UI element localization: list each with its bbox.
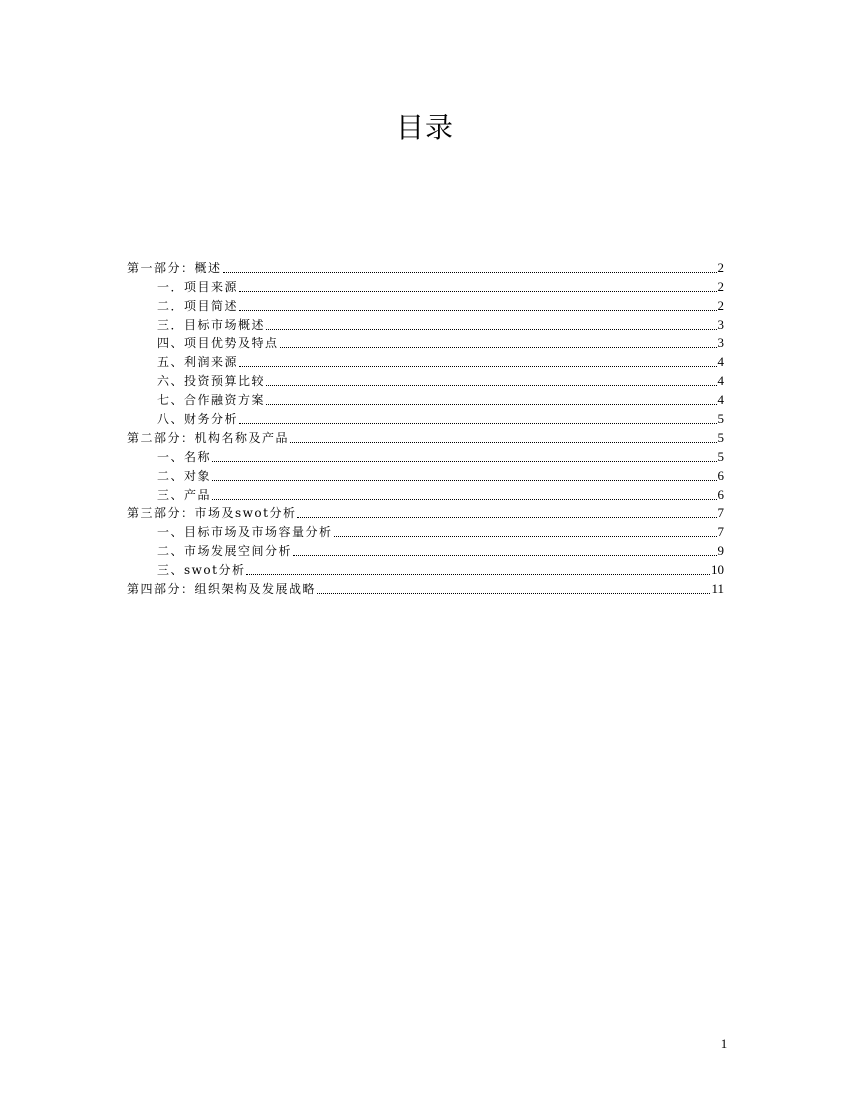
toc-dot-leader bbox=[293, 555, 716, 556]
toc-entry-label: 二、对象 bbox=[157, 468, 212, 483]
toc-entry[interactable] bbox=[127, 257, 724, 276]
toc-entry[interactable] bbox=[127, 446, 724, 465]
toc-entry-label: 五、利润来源 bbox=[157, 355, 239, 370]
toc-entry[interactable] bbox=[127, 540, 724, 559]
toc-entry-label: 八、财务分析 bbox=[157, 412, 239, 427]
toc-entry-label: 第一部分：概述 bbox=[127, 260, 222, 275]
toc-dot-leader bbox=[212, 499, 716, 500]
page-title: 目录 bbox=[395, 111, 454, 144]
toc-entry-page-number: 7 bbox=[717, 524, 724, 540]
toc-entry-page-number: 3 bbox=[717, 335, 724, 351]
toc-entry[interactable] bbox=[127, 427, 724, 446]
toc-entry-label: 二、市场发展空间分析 bbox=[157, 544, 293, 559]
toc-dot-leader bbox=[317, 593, 710, 594]
toc-entry-label: 七、合作融资方案 bbox=[157, 393, 266, 408]
toc-entry[interactable] bbox=[127, 351, 724, 370]
toc-entry-label: 三、swot分析 bbox=[157, 563, 246, 578]
toc-entry[interactable] bbox=[127, 314, 724, 333]
toc-entry-page-number: 4 bbox=[717, 373, 724, 389]
toc-entry-page-number: 11 bbox=[711, 581, 724, 597]
toc-entry-label: 第四部分：组织架构及发展战略 bbox=[127, 582, 317, 597]
toc-dot-leader bbox=[266, 385, 716, 386]
toc-dot-leader bbox=[239, 291, 716, 292]
toc-entry-page-number: 5 bbox=[717, 411, 724, 427]
toc-entry-label: 一、名称 bbox=[157, 449, 212, 464]
toc-entry-page-number: 4 bbox=[717, 354, 724, 370]
toc-entry-page-number: 5 bbox=[717, 429, 724, 445]
toc-entry-page-number: 2 bbox=[717, 278, 724, 294]
toc-entry-label: 一．项目来源 bbox=[157, 279, 239, 294]
toc-entry-page-number: 6 bbox=[717, 486, 724, 502]
toc-entry-page-number: 5 bbox=[717, 448, 724, 464]
toc-dot-leader bbox=[239, 310, 716, 311]
toc-entry[interactable] bbox=[127, 484, 724, 503]
toc-entry-label: 三．目标市场概述 bbox=[157, 317, 266, 332]
toc-entry[interactable] bbox=[127, 465, 724, 484]
toc-entry[interactable] bbox=[127, 389, 724, 408]
toc-dot-leader bbox=[239, 423, 716, 424]
toc-entry[interactable] bbox=[127, 408, 724, 427]
toc-dot-leader bbox=[212, 461, 716, 462]
toc-dot-leader bbox=[280, 347, 717, 348]
toc-dot-leader bbox=[266, 329, 716, 330]
toc-dot-leader bbox=[266, 404, 716, 405]
toc-entry-page-number: 3 bbox=[717, 316, 724, 332]
toc-entry[interactable] bbox=[127, 503, 724, 522]
toc-entry[interactable] bbox=[127, 370, 724, 389]
toc-entry[interactable] bbox=[127, 276, 724, 295]
toc-entry[interactable] bbox=[127, 578, 724, 597]
toc-dot-leader bbox=[246, 574, 710, 575]
toc-entry-label: 三、产品 bbox=[157, 487, 212, 502]
toc-entry-page-number: 10 bbox=[711, 562, 724, 578]
toc-dot-leader bbox=[297, 517, 716, 518]
toc-dot-leader bbox=[239, 366, 716, 367]
toc-entry-label: 二．项目简述 bbox=[157, 298, 239, 313]
table-of-contents bbox=[127, 257, 724, 597]
toc-entry-page-number: 9 bbox=[717, 543, 724, 559]
toc-entry-page-number: 7 bbox=[717, 505, 724, 521]
toc-dot-leader bbox=[334, 536, 717, 537]
toc-dot-leader bbox=[212, 480, 716, 481]
toc-entry-page-number: 6 bbox=[717, 467, 724, 483]
toc-entry-label: 一、目标市场及市场容量分析 bbox=[157, 525, 333, 540]
toc-entry[interactable] bbox=[127, 333, 724, 352]
toc-entry-label: 第三部分：市场及swot分析 bbox=[127, 506, 297, 521]
toc-entry-page-number: 4 bbox=[717, 392, 724, 408]
toc-dot-leader bbox=[223, 272, 717, 273]
toc-dot-leader bbox=[290, 442, 716, 443]
toc-entry[interactable] bbox=[127, 521, 724, 540]
toc-entry[interactable] bbox=[127, 295, 724, 314]
page-number: 1 bbox=[720, 1036, 728, 1051]
toc-entry-page-number: 2 bbox=[717, 297, 724, 313]
toc-entry-label: 第二部分：机构名称及产品 bbox=[127, 430, 290, 445]
toc-entry-label: 四、项目优势及特点 bbox=[157, 336, 279, 351]
toc-entry-page-number: 2 bbox=[717, 259, 724, 275]
toc-entry[interactable] bbox=[127, 559, 724, 578]
toc-entry-label: 六、投资预算比较 bbox=[157, 374, 266, 389]
